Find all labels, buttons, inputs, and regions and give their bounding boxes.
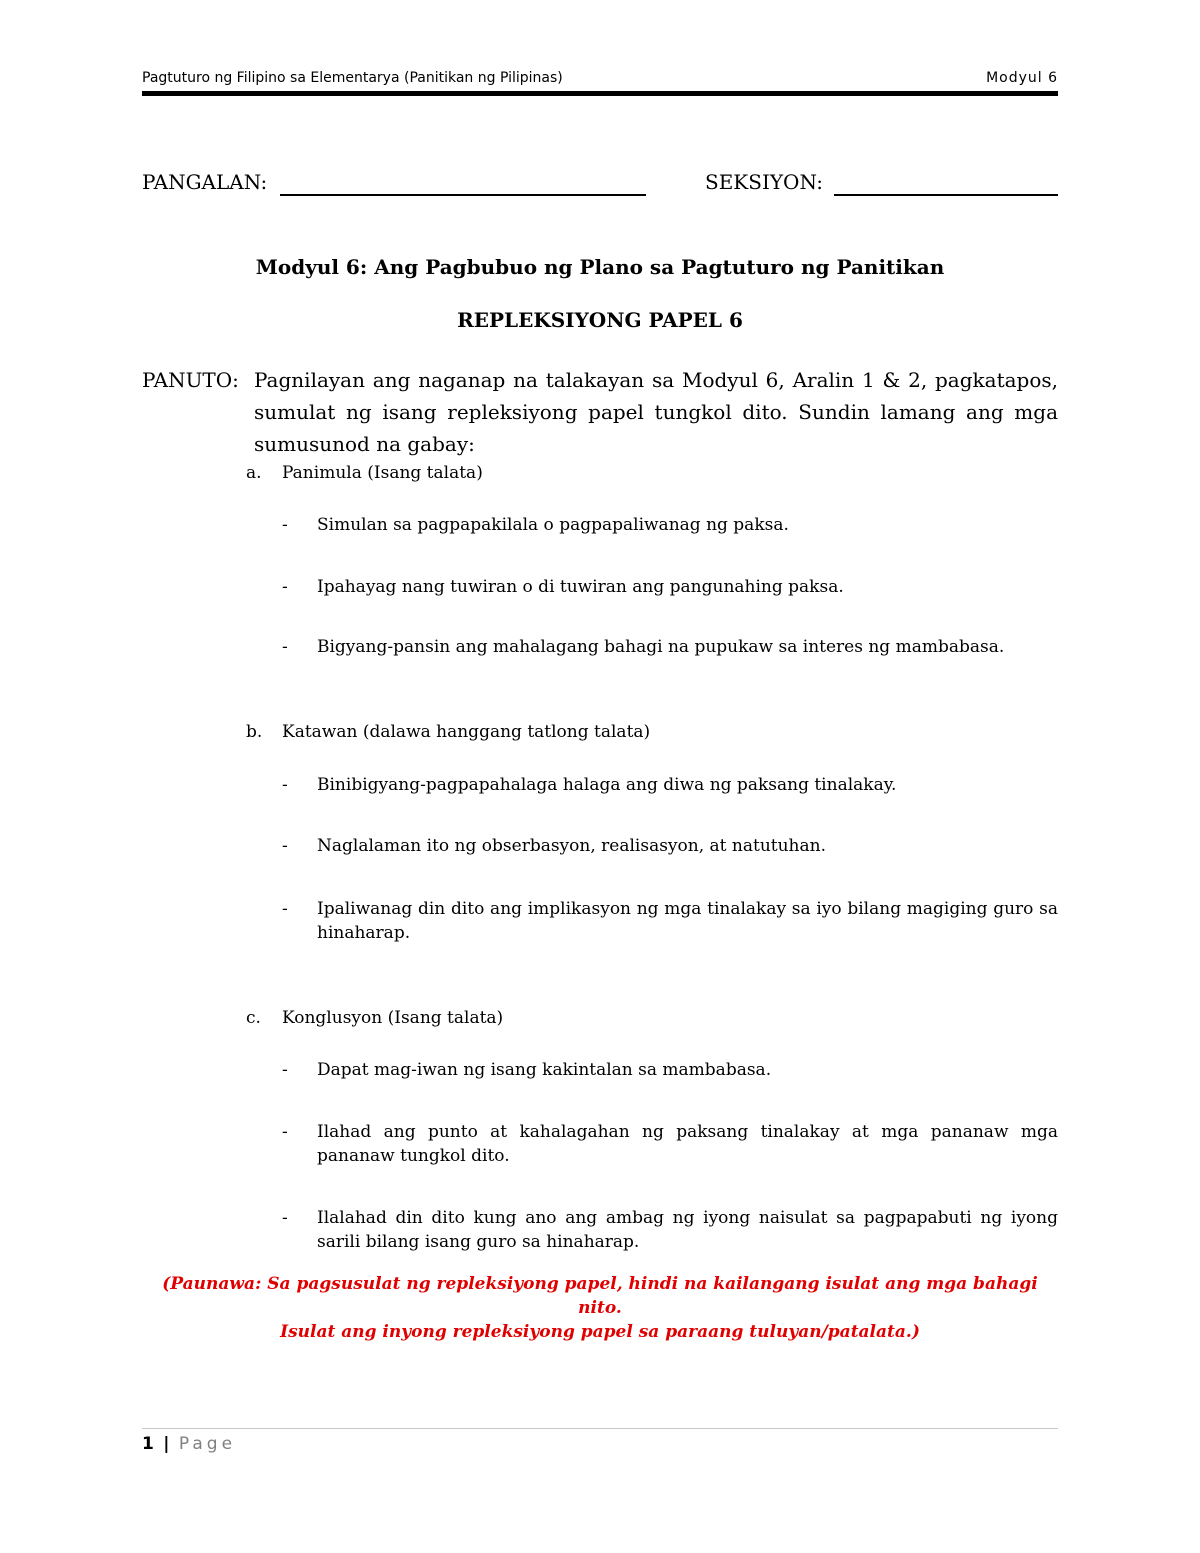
list-item-text: Ipaliwanag din dito ang implikasyon ng mga tinalakay sa iyo bilang magiging guro sa hinaharap. [317,899,1058,943]
dash-marker: - [282,637,288,657]
dash-marker: - [282,515,288,535]
dash-marker: - [282,775,288,795]
page-title: Modyul 6: Ang Pagbubuo ng Plano sa Pagtuturo ng Panitikan [255,255,945,279]
dash-marker: - [282,1122,288,1142]
section-letter: a. [246,463,262,483]
note [142,1272,1058,1344]
dash-marker: - [282,1208,288,1228]
section-title: Katawan (dalawa hanggang tatlong talata) [282,722,651,742]
footer-rule [142,1428,1058,1429]
list-item-text: Bigyang-pansin ang mahalagang bahagi na pupukaw sa interes ng mambabasa. [317,637,1005,657]
footer-separator: | [163,1434,170,1454]
page-word: Page [178,1434,237,1454]
section-blank-line[interactable] [834,193,1058,196]
section-label: SEKSIYON: [705,170,823,194]
list-item-text: Dapat mag-iwan ng isang kakintalan sa mambabasa. [317,1060,772,1080]
list-item-text: Naglalaman ito ng obserbasyon, realisasyon, at natutuhan. [317,836,826,856]
dash-marker: - [282,899,288,919]
dash-marker: - [282,577,288,597]
header-course-title: Pagtuturo ng Filipino sa Elementarya (Panitikan ng Pilipinas) [142,70,563,86]
dash-marker: - [282,1060,288,1080]
instructions-label: PANUTO: [142,368,239,392]
name-label: PANGALAN: [142,170,268,194]
page-number: 1 [142,1434,154,1454]
list-item-text: Simulan sa pagpapakilala o pagpapaliwanag ng paksa. [317,515,789,535]
list-item-text: Ilalahad din dito kung ano ang ambag ng iyong naisulat sa pagpapabuti ng iyong sarili bilang isang guro sa hinaharap. [317,1208,1058,1252]
list-item-text: Ilahad ang punto at kahalagahan ng paksang tinalakay at mga pananaw mga pananaw tungkol dito. [317,1122,1058,1166]
page-subtitle: REPLEKSIYONG PAPEL 6 [457,308,743,332]
page-header [142,70,1058,90]
list-item-text: Binibigyang-pagpapahalaga halaga ang diwa ng paksang tinalakay. [317,775,897,795]
header-rule [142,91,1058,96]
section-title: Konglusyon (Isang talata) [282,1008,504,1028]
page-footer [142,1434,236,1454]
dash-marker: - [282,836,288,856]
section-letter: c. [246,1008,261,1028]
list-item-text: Ipahayag nang tuwiran o di tuwiran ang pangunahing paksa. [317,577,844,597]
note-line-2: Isulat ang inyong repleksiyong papel sa paraang tuluyan/patalata.) [280,1322,920,1342]
name-blank-line[interactable] [280,193,646,196]
header-module: Modyul 6 [986,70,1058,86]
instructions-text: Pagnilayan ang naganap na talakayan sa Modyul 6, Aralin 1 & 2, pagkatapos, sumulat ng isang repleksiyong papel tungkol dito. Sundin lamang ang mga sumusunod na gabay: [254,368,1058,456]
section-letter: b. [246,722,263,742]
note-line-1: (Paunawa: Sa pagsusulat ng repleksiyong papel, hindi na kailangang isulat ang mga bahagi nito. [162,1274,1038,1318]
section-title: Panimula (Isang talata) [282,463,483,483]
